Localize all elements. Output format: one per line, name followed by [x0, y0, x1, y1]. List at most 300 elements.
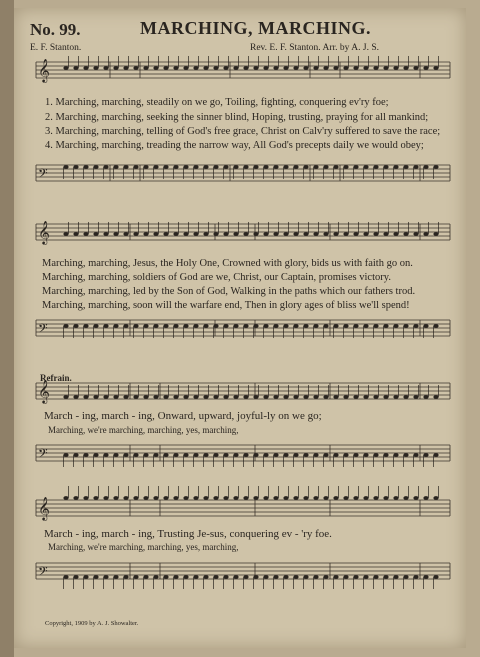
note-head	[303, 165, 308, 169]
note-head	[273, 324, 278, 328]
treble-clef-icon: 𝄞	[38, 220, 50, 244]
verse-line-1a: 1. Marching, marching, steadily on we go, Toiling, fighting, conquering ev'ry foe;	[45, 97, 389, 108]
note-head	[213, 453, 218, 457]
note-head	[73, 575, 78, 579]
note-head	[283, 66, 288, 70]
note-head	[233, 232, 238, 236]
note-head	[383, 496, 388, 500]
note-head	[393, 232, 398, 236]
note-head	[153, 66, 158, 70]
note-head	[343, 232, 348, 236]
note-head	[403, 165, 408, 169]
note-head	[113, 395, 118, 399]
note-head	[333, 232, 338, 236]
note-head	[93, 453, 98, 457]
note-head	[433, 165, 438, 169]
note-head	[123, 395, 128, 399]
verse-line-3b: Marching, marching, led by the Son of God, Walking in the paths which our fathers trod.	[42, 286, 416, 297]
note-head	[213, 496, 218, 500]
note-head	[183, 324, 188, 328]
note-head	[313, 575, 318, 579]
note-head	[373, 165, 378, 169]
note-head	[383, 575, 388, 579]
treble-clef-icon: 𝄞	[38, 496, 50, 520]
staff	[36, 220, 450, 245]
note-head	[363, 453, 368, 457]
note-head	[393, 453, 398, 457]
note-head	[333, 496, 338, 500]
note-head	[293, 575, 298, 579]
note-head	[63, 575, 68, 579]
note-head	[203, 232, 208, 236]
note-head	[383, 395, 388, 399]
note-head	[93, 66, 98, 70]
note-head	[93, 232, 98, 236]
note-head	[333, 395, 338, 399]
note-head	[103, 165, 108, 169]
note-head	[263, 496, 268, 500]
note-head	[63, 324, 68, 328]
refrain-line-2-bass: Marching, we're marching, marching, yes, marching,	[48, 542, 239, 552]
note-head	[283, 395, 288, 399]
note-head	[353, 395, 358, 399]
note-head	[353, 232, 358, 236]
verse-line-2b: Marching, marching, soldiers of God are we, Christ, our Captain, promises victory.	[42, 272, 391, 283]
note-head	[413, 165, 418, 169]
note-head	[123, 232, 128, 236]
note-head	[223, 165, 228, 169]
note-head	[193, 165, 198, 169]
refrain-label: Refrain.	[40, 373, 72, 383]
note-head	[373, 232, 378, 236]
note-head	[333, 575, 338, 579]
note-head	[293, 232, 298, 236]
note-head	[393, 324, 398, 328]
note-head	[243, 324, 248, 328]
note-head	[233, 395, 238, 399]
note-head	[353, 324, 358, 328]
note-head	[173, 66, 178, 70]
note-head	[123, 66, 128, 70]
note-head	[283, 165, 288, 169]
note-head	[193, 324, 198, 328]
note-head	[173, 453, 178, 457]
note-head	[303, 395, 308, 399]
note-head	[173, 496, 178, 500]
note-head	[393, 395, 398, 399]
note-head	[363, 496, 368, 500]
note-head	[183, 575, 188, 579]
note-head	[303, 66, 308, 70]
note-head	[413, 496, 418, 500]
note-head	[153, 165, 158, 169]
note-head	[223, 395, 228, 399]
note-head	[293, 496, 298, 500]
note-head	[293, 395, 298, 399]
note-head	[273, 575, 278, 579]
note-head	[243, 496, 248, 500]
note-head	[63, 453, 68, 457]
note-head	[203, 395, 208, 399]
note-head	[233, 165, 238, 169]
note-head	[253, 496, 258, 500]
note-head	[383, 165, 388, 169]
note-head	[173, 575, 178, 579]
note-head	[203, 324, 208, 328]
refrain-line-2: March - ing, march - ing, Trusting Je-sus, conquering ev - 'ry foe.	[44, 528, 332, 540]
note-head	[343, 165, 348, 169]
note-head	[183, 66, 188, 70]
note-head	[213, 165, 218, 169]
bass-clef-icon: 𝄢	[38, 564, 48, 582]
note-head	[423, 575, 428, 579]
hymn-title: MARCHING, MARCHING.	[140, 18, 371, 38]
note-head	[63, 496, 68, 500]
note-head	[83, 575, 88, 579]
note-head	[243, 165, 248, 169]
note-head	[123, 496, 128, 500]
note-head	[373, 496, 378, 500]
note-head	[413, 575, 418, 579]
note-head	[273, 165, 278, 169]
note-head	[83, 496, 88, 500]
note-head	[203, 66, 208, 70]
note-head	[153, 453, 158, 457]
note-head	[243, 575, 248, 579]
note-head	[423, 496, 428, 500]
note-head	[313, 232, 318, 236]
verse-line-2a: 2. Marching, marching, seeking the sinner blind, Hoping, trusting, praying for all mankind;	[45, 112, 429, 123]
note-head	[113, 575, 118, 579]
note-head	[253, 395, 258, 399]
note-head	[243, 395, 248, 399]
note-head	[403, 575, 408, 579]
note-head	[433, 395, 438, 399]
note-head	[323, 395, 328, 399]
note-head	[173, 232, 178, 236]
note-head	[283, 453, 288, 457]
author-credit: Rev. E. F. Stanton. Arr. by A. J. S.	[250, 43, 379, 53]
bass-clef-icon: 𝄢	[38, 166, 48, 184]
note-head	[103, 395, 108, 399]
note-head	[293, 324, 298, 328]
note-head	[283, 324, 288, 328]
note-head	[363, 575, 368, 579]
note-head	[423, 395, 428, 399]
note-head	[163, 165, 168, 169]
note-head	[133, 232, 138, 236]
note-head	[133, 453, 138, 457]
note-head	[403, 66, 408, 70]
note-head	[243, 66, 248, 70]
note-head	[153, 395, 158, 399]
bass-clef-icon: 𝄢	[38, 321, 48, 339]
note-head	[263, 575, 268, 579]
note-head	[373, 66, 378, 70]
note-head	[413, 232, 418, 236]
note-head	[373, 453, 378, 457]
note-head	[323, 453, 328, 457]
note-head	[233, 496, 238, 500]
note-head	[313, 496, 318, 500]
note-head	[63, 66, 68, 70]
note-head	[313, 395, 318, 399]
note-head	[353, 496, 358, 500]
note-head	[413, 66, 418, 70]
treble-clef-icon: 𝄞	[38, 379, 50, 403]
note-head	[103, 232, 108, 236]
note-head	[373, 575, 378, 579]
note-head	[423, 453, 428, 457]
note-head	[93, 324, 98, 328]
note-head	[263, 165, 268, 169]
staff	[36, 563, 450, 589]
note-head	[373, 395, 378, 399]
copyright-notice: Copyright, 1909 by A. J. Showalter.	[45, 620, 139, 627]
refrain-line-1-bass: Marching, we're marching, marching, yes, marching,	[48, 425, 239, 435]
note-head	[163, 66, 168, 70]
note-head	[273, 232, 278, 236]
note-head	[273, 66, 278, 70]
note-head	[253, 453, 258, 457]
note-head	[103, 575, 108, 579]
note-head	[323, 496, 328, 500]
note-head	[233, 453, 238, 457]
note-head	[333, 165, 338, 169]
note-head	[83, 165, 88, 169]
note-head	[173, 165, 178, 169]
verse-line-1b: Marching, marching, Jesus, the Holy One, Crowned with glory, bids us with faith go on.	[42, 258, 413, 269]
note-head	[93, 395, 98, 399]
note-head	[143, 232, 148, 236]
note-head	[233, 575, 238, 579]
note-head	[353, 575, 358, 579]
note-head	[193, 496, 198, 500]
note-head	[343, 395, 348, 399]
note-head	[153, 575, 158, 579]
note-head	[343, 496, 348, 500]
note-head	[193, 575, 198, 579]
note-head	[73, 496, 78, 500]
note-head	[263, 324, 268, 328]
note-head	[243, 453, 248, 457]
note-head	[363, 165, 368, 169]
note-head	[143, 575, 148, 579]
note-head	[393, 66, 398, 70]
note-head	[263, 232, 268, 236]
verse-line-4b: Marching, marching, soon will the warfare end, Then in glory ages of bliss we'll spend!	[42, 300, 410, 311]
note-head	[83, 395, 88, 399]
note-head	[313, 453, 318, 457]
note-head	[143, 395, 148, 399]
note-head	[323, 66, 328, 70]
note-head	[373, 324, 378, 328]
note-head	[253, 575, 258, 579]
note-head	[393, 165, 398, 169]
note-head	[133, 165, 138, 169]
note-head	[193, 66, 198, 70]
note-head	[173, 324, 178, 328]
staff	[36, 320, 450, 339]
note-head	[123, 575, 128, 579]
note-head	[103, 453, 108, 457]
note-head	[403, 324, 408, 328]
note-head	[433, 453, 438, 457]
note-head	[233, 324, 238, 328]
note-head	[183, 453, 188, 457]
note-head	[73, 395, 78, 399]
note-head	[253, 66, 258, 70]
note-head	[123, 165, 128, 169]
composer-credit: E. F. Stanton.	[30, 43, 82, 53]
note-head	[63, 232, 68, 236]
note-head	[123, 453, 128, 457]
note-head	[183, 496, 188, 500]
note-head	[303, 575, 308, 579]
note-head	[133, 66, 138, 70]
note-head	[363, 232, 368, 236]
note-head	[303, 496, 308, 500]
note-head	[413, 324, 418, 328]
note-head	[403, 232, 408, 236]
note-head	[163, 453, 168, 457]
note-head	[333, 453, 338, 457]
note-head	[383, 66, 388, 70]
note-head	[293, 66, 298, 70]
staff	[36, 445, 450, 467]
note-head	[73, 453, 78, 457]
note-head	[363, 395, 368, 399]
note-head	[113, 66, 118, 70]
note-head	[403, 395, 408, 399]
note-head	[213, 324, 218, 328]
note-head	[263, 453, 268, 457]
verse-line-3a: 3. Marching, marching, telling of God's free grace, Christ on Calv'ry suffered to save the race;	[45, 126, 441, 137]
note-head	[163, 232, 168, 236]
note-head	[193, 232, 198, 236]
note-head	[163, 496, 168, 500]
note-head	[63, 165, 68, 169]
staff	[36, 379, 450, 404]
note-head	[223, 453, 228, 457]
note-head	[283, 575, 288, 579]
note-head	[293, 165, 298, 169]
note-head	[433, 324, 438, 328]
note-head	[253, 324, 258, 328]
note-head	[123, 324, 128, 328]
note-head	[213, 395, 218, 399]
note-head	[423, 324, 428, 328]
hymn-number: No. 99.	[30, 20, 81, 39]
note-head	[153, 496, 158, 500]
note-head	[313, 324, 318, 328]
note-head	[93, 496, 98, 500]
note-head	[293, 453, 298, 457]
note-head	[393, 496, 398, 500]
note-head	[223, 324, 228, 328]
note-head	[243, 232, 248, 236]
note-head	[73, 66, 78, 70]
note-head	[183, 395, 188, 399]
note-head	[113, 165, 118, 169]
note-head	[383, 232, 388, 236]
note-head	[423, 165, 428, 169]
note-head	[333, 324, 338, 328]
note-head	[133, 575, 138, 579]
note-head	[303, 453, 308, 457]
note-head	[343, 575, 348, 579]
note-head	[173, 395, 178, 399]
note-head	[163, 575, 168, 579]
note-head	[273, 453, 278, 457]
note-head	[83, 66, 88, 70]
note-head	[403, 496, 408, 500]
note-head	[203, 496, 208, 500]
note-head	[113, 232, 118, 236]
note-head	[133, 496, 138, 500]
note-head	[113, 496, 118, 500]
note-head	[133, 395, 138, 399]
note-head	[303, 324, 308, 328]
note-head	[233, 66, 238, 70]
note-head	[83, 453, 88, 457]
note-head	[203, 165, 208, 169]
note-head	[253, 232, 258, 236]
note-head	[203, 575, 208, 579]
note-head	[353, 165, 358, 169]
note-head	[73, 165, 78, 169]
note-head	[163, 395, 168, 399]
note-head	[313, 66, 318, 70]
note-head	[393, 575, 398, 579]
note-head	[193, 453, 198, 457]
note-head	[323, 165, 328, 169]
verse-line-4a: 4. Marching, marching, treading the narrow way, All God's precepts daily we would obey;	[45, 140, 424, 151]
note-head	[313, 165, 318, 169]
note-head	[103, 66, 108, 70]
note-head	[193, 395, 198, 399]
note-head	[323, 232, 328, 236]
note-head	[413, 395, 418, 399]
note-head	[303, 232, 308, 236]
note-head	[143, 453, 148, 457]
note-head	[73, 232, 78, 236]
staff	[36, 165, 450, 184]
note-head	[353, 66, 358, 70]
note-head	[363, 324, 368, 328]
note-head	[223, 66, 228, 70]
note-head	[333, 66, 338, 70]
note-head	[103, 324, 108, 328]
note-head	[273, 395, 278, 399]
note-head	[63, 395, 68, 399]
note-head	[183, 232, 188, 236]
treble-clef-icon: 𝄞	[38, 58, 50, 82]
note-head	[113, 324, 118, 328]
note-head	[153, 232, 158, 236]
note-head	[263, 66, 268, 70]
note-head	[433, 496, 438, 500]
note-head	[153, 324, 158, 328]
note-head	[93, 165, 98, 169]
refrain-line-1: March - ing, march - ing, Onward, upward, joyful-ly on we go;	[44, 410, 322, 422]
note-head	[203, 453, 208, 457]
note-head	[143, 66, 148, 70]
staff	[36, 486, 450, 521]
note-head	[323, 575, 328, 579]
note-head	[103, 496, 108, 500]
note-head	[343, 66, 348, 70]
